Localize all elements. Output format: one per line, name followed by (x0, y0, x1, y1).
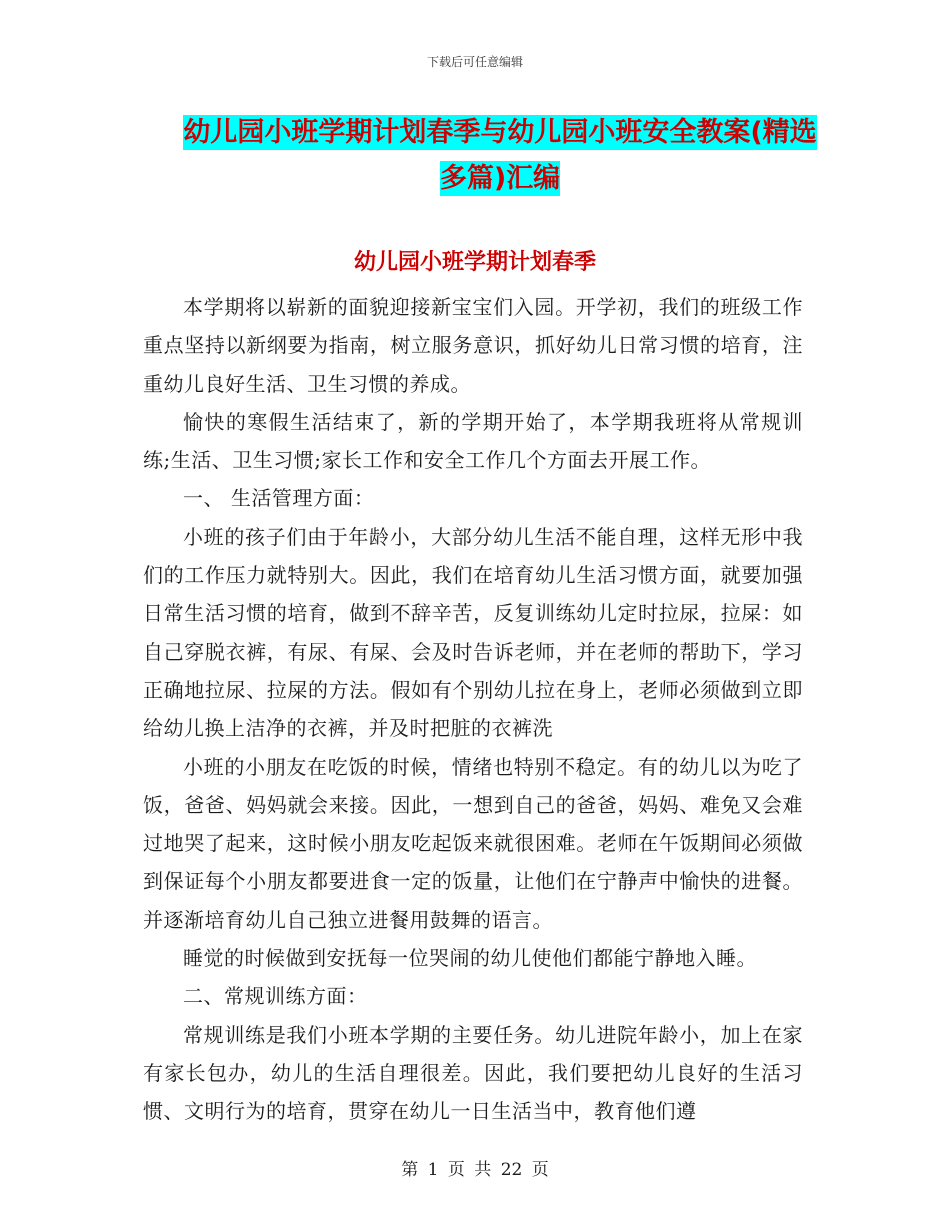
document-body (143, 288, 803, 1131)
document-title (175, 110, 825, 202)
header-note: 下载后可任意编辑 (426, 55, 523, 69)
page-number: 第 1 页 共 22 页 (401, 1160, 549, 1180)
paragraph: 愉快的寒假生活结束了，新的学期开始了，本学期我班将从常规训练;生活、卫生习惯;家长工作和安全工作几个方面去开展工作。 (143, 409, 803, 473)
paragraph: 小班的孩子们由于年龄小，大部分幼儿生活不能自理，这样无形中我们的工作压力就特别大。因此，我们在培育幼儿生活习惯方面，就要加强日常生活习惯的培育，做到不辞辛苦，反复训练幼儿定时拉尿，拉屎：如自己穿脱衣裤，有尿、有屎、会及时告诉老师，并在老师的帮助下，学习正确地拉尿、拉屎的方法。假如有个别幼儿拉在身上，老师必须做到立即给幼儿换上洁净的衣裤，并及时把脏的衣裤洗 (143, 524, 803, 741)
document-title-text: 幼儿园小班学期计划春季与幼儿园小班安全教案(精选多篇)汇编 (183, 117, 817, 194)
paragraph: 睡觉的时候做到安抚每一位哭闹的幼儿使他们都能宁静地入睡。 (183, 946, 757, 971)
paragraph: 本学期将以崭新的面貌迎接新宝宝们入园。开学初，我们的班级工作重点坚持以新纲要为指南，树立服务意识，抓好幼儿日常习惯的培育，注重幼儿良好生活、卫生习惯的养成。 (143, 295, 803, 396)
paragraph: 常规训练是我们小班本学期的主要任务。幼儿进院年龄小，加上在家有家长包办，幼儿的生活自理很差。因此，我们要把幼儿良好的生活习惯、文明行为的培育，贯穿在幼儿一日生活当中，教育他们遵 (143, 1022, 803, 1124)
section-title: 幼儿园小班学期计划春季 (353, 250, 596, 275)
paragraph: 小班的小朋友在吃饭的时候，情绪也特别不稳定。有的幼儿以为吃了饭，爸爸、妈妈就会来接。因此，一想到自己的爸爸，妈妈、难免又会难过地哭了起来，这时候小朋友吃起饭来就很困难。老师在午饭期间必须做到保证每个小朋友都要进食一定的饭量，让他们在宁静声中愉快的进餐。并逐渐培育幼儿自己独立进餐用鼓舞的语言。 (143, 754, 803, 932)
paragraph: 一、 生活管理方面： (183, 486, 375, 511)
paragraph: 二、常规训练方面： (183, 984, 368, 1009)
